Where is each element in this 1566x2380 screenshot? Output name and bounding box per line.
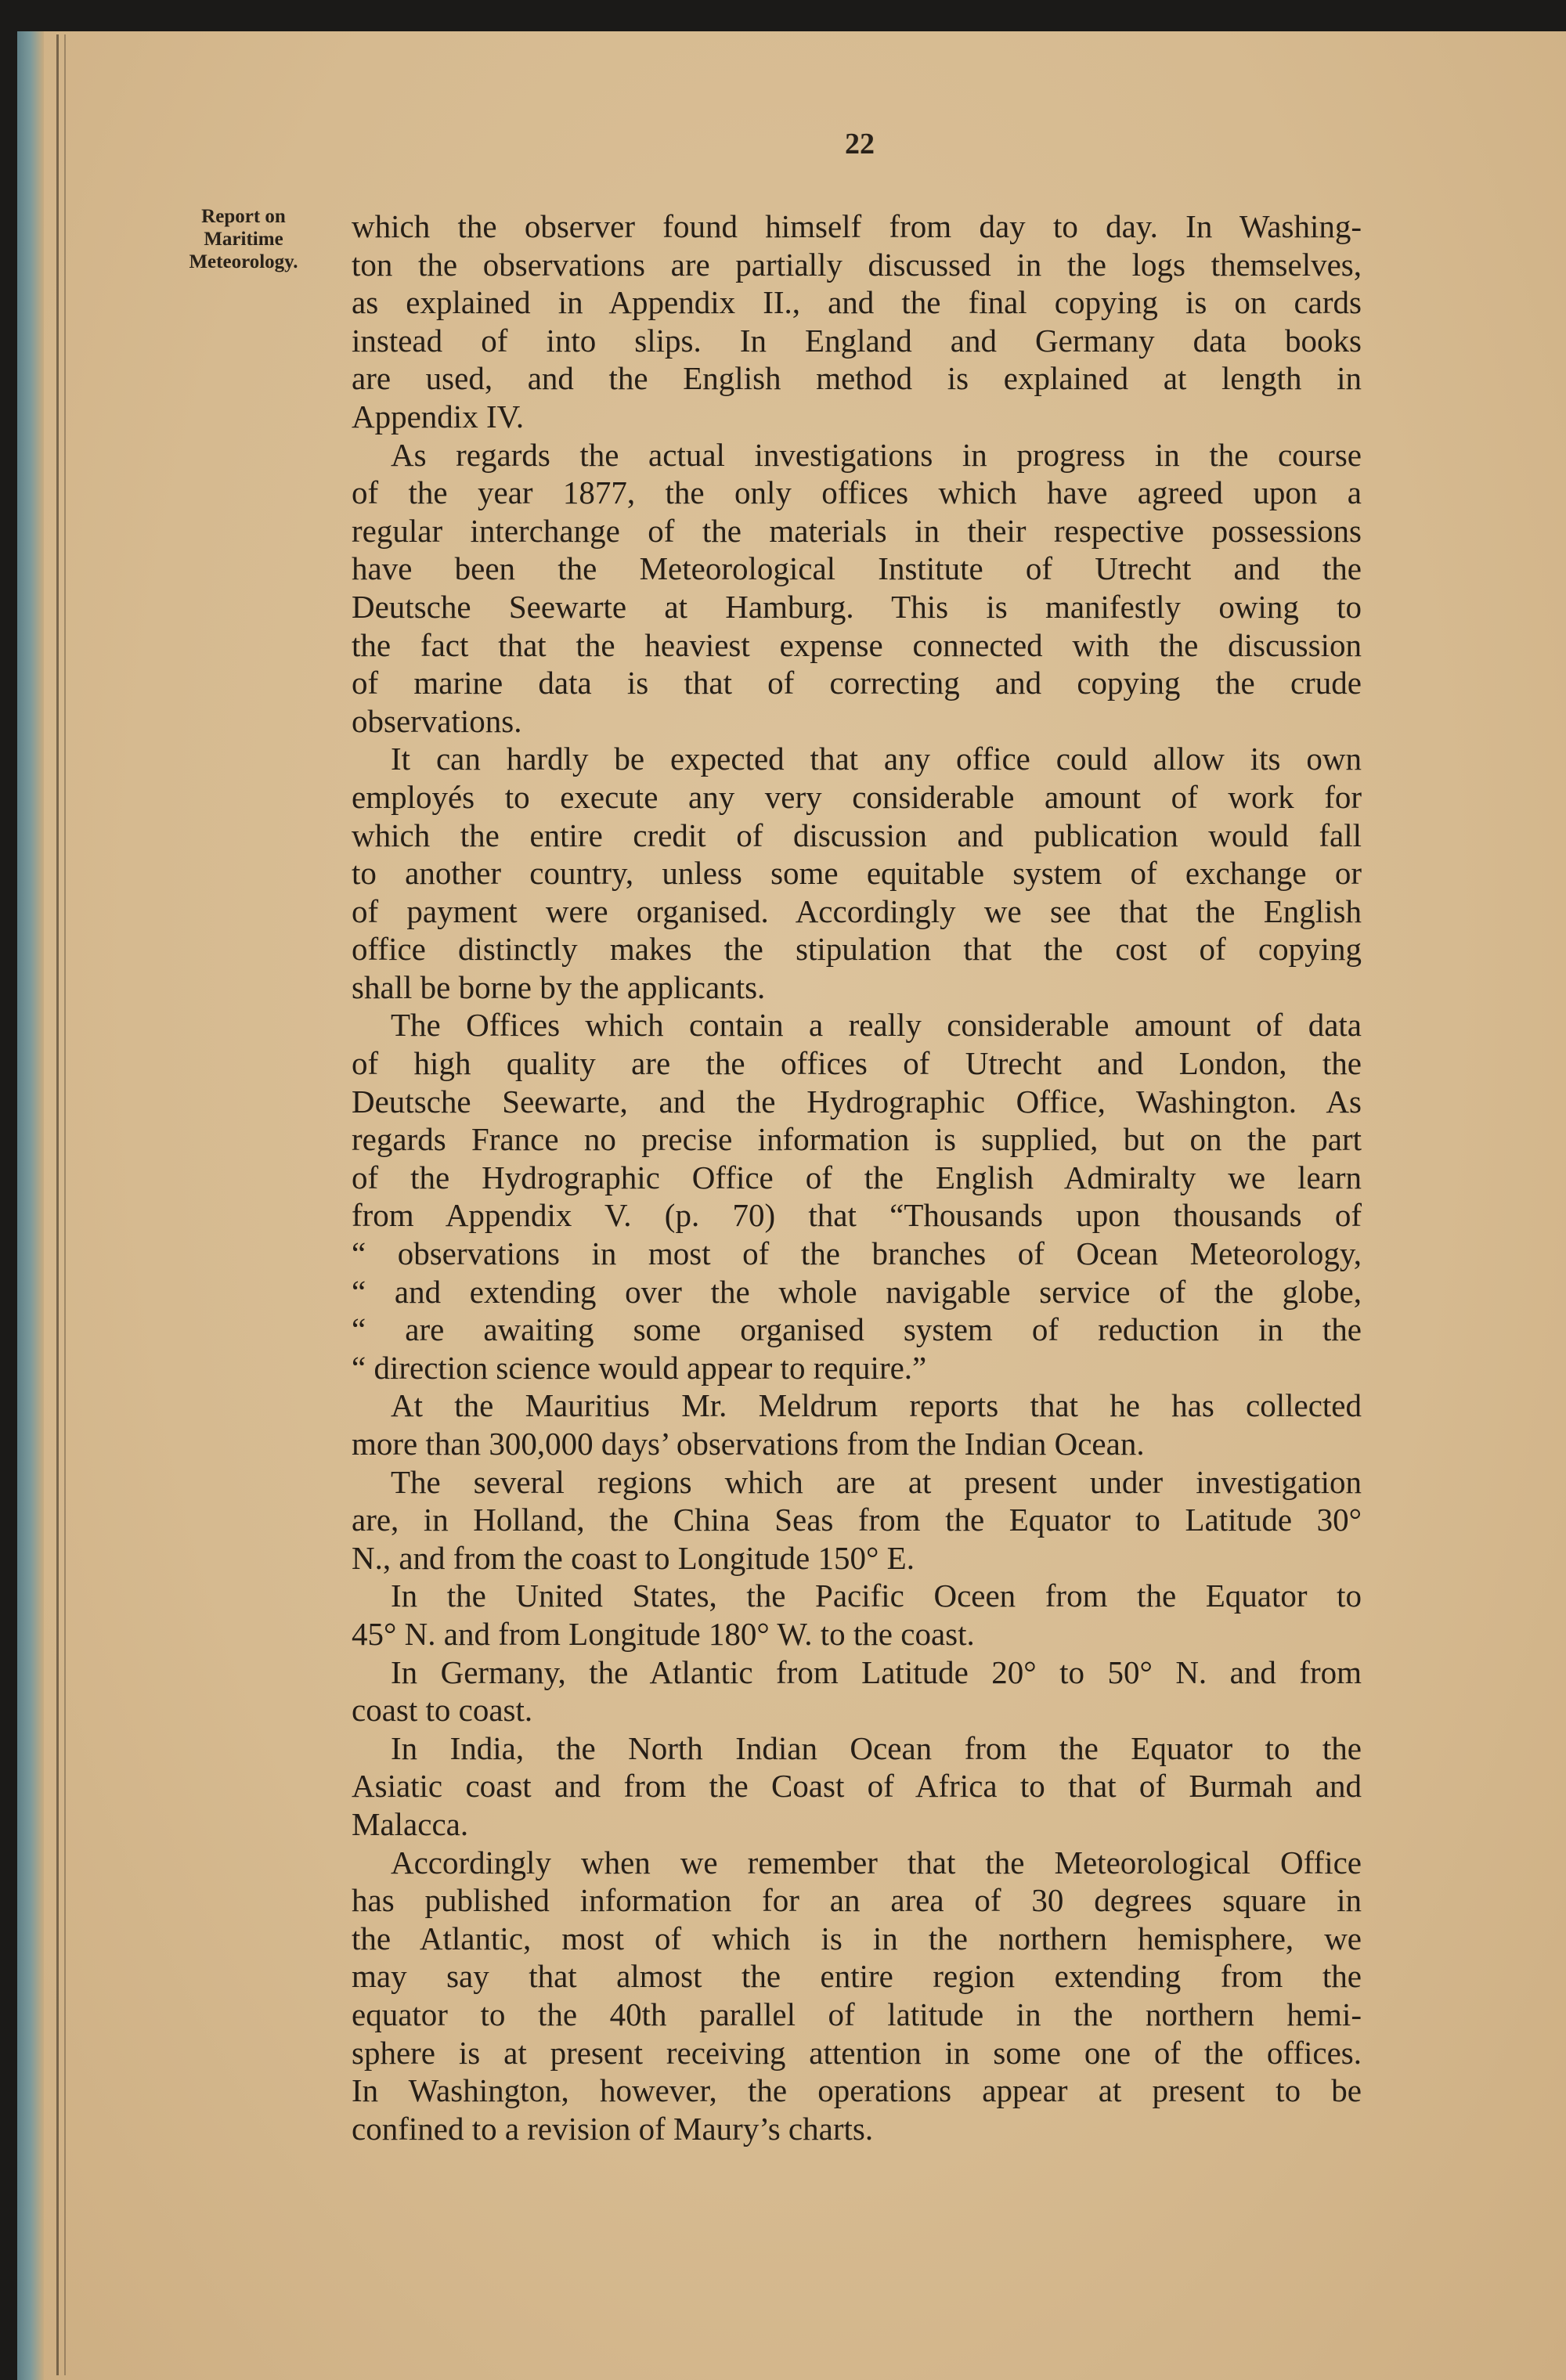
text-line: equator to the 40th parallel of latitude in the northern hemi-	[352, 1996, 1362, 2032]
text-line: The Offices which contain a really considerable amount of data	[391, 1007, 1362, 1044]
text-line: “ and extending over the whole navigable service of the globe,	[352, 1273, 1362, 1310]
text-line: which the observer found himself from day to day. In Washing-	[352, 208, 1362, 244]
text-line: 45° N. and from Longitude 180° W. to the coast.	[352, 1615, 975, 1652]
text-line: as explained in Appendix II., and the final copying is on cards	[352, 284, 1362, 321]
page-number: 22	[845, 128, 875, 160]
text-line: The several regions which are at present under investigation	[391, 1463, 1362, 1500]
margin-note	[169, 205, 318, 273]
text-line: In the United States, the Pacific Oceen from the Equator to	[391, 1578, 1362, 1614]
text-line: ton the observations are partially discussed in the logs themselves,	[352, 246, 1362, 283]
text-line: of high quality are the offices of Utrecht and London, the	[352, 1045, 1362, 1082]
text-line: Deutsche Seewarte at Hamburg. This is manifestly owing to	[352, 588, 1362, 625]
page-edge-line	[56, 34, 59, 2375]
margin-note-line: Report on	[201, 206, 286, 227]
text-line: instead of into slips. In England and Germany data books	[352, 322, 1362, 359]
text-line: the Atlantic, most of which is in the northern hemisphere, we	[352, 1920, 1362, 1956]
page-edge-line	[64, 34, 66, 2375]
text-line: It can hardly be expected that any office could allow its own	[391, 741, 1362, 777]
book-spine-edge	[17, 31, 44, 2380]
text-line: shall be borne by the applicants.	[352, 968, 766, 1005]
text-line: Accordingly when we remember that the Meteorological Office	[391, 1844, 1362, 1881]
text-line: sphere is at present receiving attention in some one of the offices.	[352, 2034, 1362, 2071]
text-line: of the year 1877, the only offices which have agreed upon a	[352, 474, 1362, 511]
body-text	[352, 207, 1362, 2147]
text-line: has published information for an area of 30 degrees square in	[352, 1882, 1362, 1919]
text-line: At the Mauritius Mr. Meldrum reports that he has collected	[391, 1387, 1362, 1424]
text-line: “ observations in most of the branches of Ocean Meteorology,	[352, 1235, 1362, 1272]
text-line: are, in Holland, the China Seas from the Equator to Latitude 30°	[352, 1502, 1362, 1538]
text-line: In Germany, the Atlantic from Latitude 20° to 50° N. and from	[391, 1653, 1362, 1690]
text-line: from Appendix V. (p. 70) that “Thousands upon thousands of	[352, 1197, 1362, 1234]
text-line: Appendix IV.	[352, 398, 525, 435]
text-line: “ are awaiting some organised system of reduction in the	[352, 1311, 1362, 1348]
text-line: have been the Meteorological Institute of Utrecht and the	[352, 550, 1362, 587]
text-line: the fact that the heaviest expense connected with the discussion	[352, 626, 1362, 663]
text-line: coast to coast.	[352, 1692, 533, 1729]
text-line: which the entire credit of discussion and publication would fall	[352, 817, 1362, 853]
text-line: In Washington, however, the operations appear at present to be	[352, 2072, 1362, 2109]
text-line: Asiatic coast and from the Coast of Africa to that of Burmah and	[352, 1768, 1362, 1805]
text-line: office distinctly makes the stipulation that the cost of copying	[352, 931, 1362, 968]
text-line: are used, and the English method is explained at length in	[352, 360, 1362, 397]
text-line: of marine data is that of correcting and copying the crude	[352, 665, 1362, 701]
text-line: more than 300,000 days’ observations from the Indian Ocean.	[352, 1426, 1145, 1462]
text-line: may say that almost the entire region extending from the	[352, 1958, 1362, 1995]
text-line: Deutsche Seewarte, and the Hydrographic Office, Washington. As	[352, 1083, 1362, 1120]
margin-note-line: Meteorology.	[189, 251, 298, 272]
text-line: “ direction science would appear to require.”	[352, 1349, 927, 1386]
text-line: regards France no precise information is supplied, but on the part	[352, 1121, 1362, 1158]
text-line: employés to execute any very considerable amount of work for	[352, 778, 1362, 815]
text-line: In India, the North Indian Ocean from the Equator to the	[391, 1729, 1362, 1766]
text-line: of the Hydrographic Office of the English Admiralty we learn	[352, 1159, 1362, 1195]
text-line: of payment were organised. Accordingly we see that the English	[352, 892, 1362, 929]
text-line: to another country, unless some equitable system of exchange or	[352, 855, 1362, 892]
text-line: Malacca.	[352, 1805, 469, 1842]
margin-note-line: Maritime	[204, 229, 283, 250]
text-line: regular interchange of the materials in their respective possessions	[352, 512, 1362, 549]
text-line: As regards the actual investigations in progress in the course	[391, 436, 1362, 473]
text-line: N., and from the coast to Longitude 150° E.	[352, 1539, 915, 1576]
text-line: observations.	[352, 702, 522, 739]
text-line: confined to a revision of Maury’s charts.	[352, 2110, 874, 2147]
